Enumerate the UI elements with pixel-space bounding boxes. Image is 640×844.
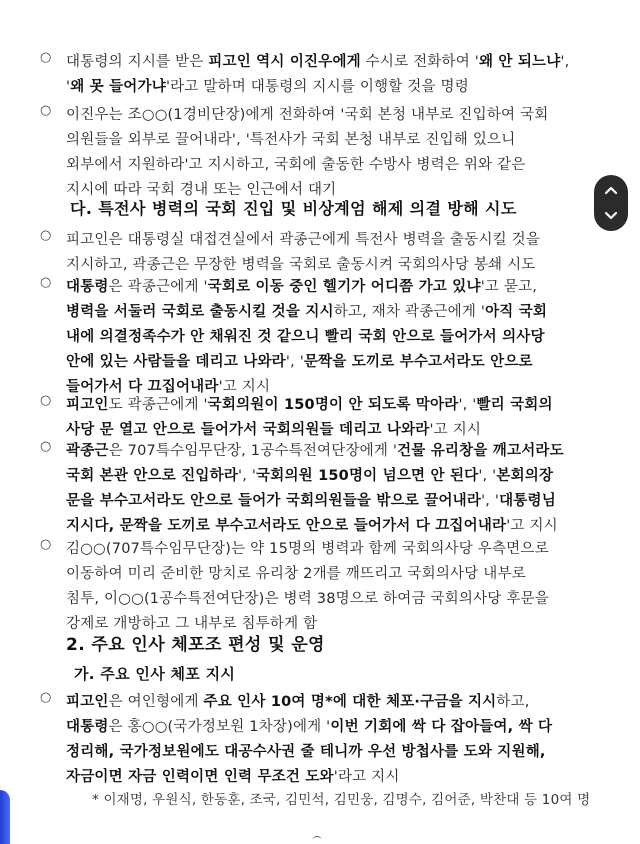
paragraph-5	[40, 393, 578, 443]
text-line	[66, 715, 578, 740]
text-segment: 하고, 재차 곽종근에게 '	[333, 304, 486, 320]
text-segment: 수시로 전화하여 '	[360, 54, 479, 70]
text-line	[66, 275, 578, 300]
text-segment: ', '	[458, 397, 477, 413]
bold-text: 빨리 국회의	[476, 397, 553, 413]
bullet-circle: ○	[40, 228, 52, 243]
text-segment: '고 묻고,	[480, 279, 538, 295]
text-line	[66, 50, 578, 75]
bold-text: 왜 못 들어가냐	[70, 79, 166, 95]
bold-text: 안에 있는 사람들을 데리고 나와라	[66, 354, 286, 370]
bullet-circle: ○	[40, 393, 52, 408]
paragraph-8	[40, 690, 578, 790]
bold-text: 문을 부수고서라도 안으로 들어가 국회의원들을 밖으로 끌어내라	[66, 493, 482, 509]
paragraph-6	[40, 439, 578, 539]
text-line	[66, 325, 578, 350]
text-line	[66, 587, 578, 612]
text-segment: ', '	[285, 354, 304, 370]
scroll-up-button[interactable]	[594, 177, 628, 203]
text-segment: 은 707특수임무단장, 1공수특전여단장에게 '	[108, 443, 398, 459]
text-line	[66, 562, 578, 587]
bullet-circle: ○	[40, 690, 52, 705]
chevron-down-icon	[604, 211, 618, 221]
text-line	[66, 464, 578, 489]
text-segment: 이동하여 미리 준비한 망치로 유리창 2개를 깨뜨리고 국회의사당 내부로	[66, 566, 526, 582]
text-line	[66, 228, 578, 253]
bold-text: 내에 의결정족수가 안 채워진 것 같으니 빨리 국회 안으로 들어가서 의사당	[66, 329, 545, 345]
blue-edge-decoration	[0, 790, 10, 844]
bold-text: 대통령	[66, 279, 109, 295]
section-heading-da: 다. 특전사 병력의 국회 진입 및 비상계엄 해제 의결 방해 시도	[70, 199, 517, 218]
text-line	[66, 75, 578, 100]
chevron-up-icon	[604, 185, 618, 195]
text-segment: '라고 지시	[333, 769, 400, 785]
text-line	[66, 765, 578, 790]
text-line	[66, 128, 578, 153]
text-line	[66, 103, 578, 128]
text-line	[66, 537, 578, 562]
text-line	[66, 350, 578, 375]
paragraph-1	[40, 50, 578, 100]
bullet-circle: ○	[40, 537, 52, 552]
text-segment: 은 홍○○(국가정보원 1차장)에게 '	[108, 719, 331, 735]
bold-text: 정리해, 국가정보원에도 대공수사권 줄 테니까 우선 방첩사를 도와 지원해,	[66, 744, 546, 760]
bold-text: 국회의원이 150명이 안 되도록 막아라	[207, 397, 459, 413]
text-segment: 지시에 따라 국회 경내 또는 인근에서 대기	[66, 182, 337, 198]
bold-text: 문짝을 도끼로 부수고서라도 안으로	[303, 354, 533, 370]
text-line	[66, 514, 578, 539]
text-line	[66, 300, 578, 325]
bold-text: 대통령	[66, 719, 109, 735]
text-segment: ', '	[478, 468, 497, 484]
bold-text: 이번 기회에 싹 다 잡아들여, 싹 다	[330, 719, 553, 735]
text-segment: ', '	[238, 468, 257, 484]
bold-text: 곽종근	[66, 443, 109, 459]
text-segment: '고 지시	[506, 518, 558, 534]
bold-text: 국회로 이동 중인 헬기가 어디쯤 가고 있냐	[207, 279, 481, 295]
bold-text: 왜 안 되느냐	[478, 54, 561, 70]
bold-text: 아직 국회	[485, 304, 548, 320]
paragraph-2	[40, 103, 578, 203]
text-segment: 강제로 개방하고 그 내부로 침투하게 함	[66, 616, 318, 632]
text-line	[66, 740, 578, 765]
bold-text: 병력을 서둘러 국회로 출동시킬 것을 지시	[66, 304, 334, 320]
text-segment: 은 여인형에게	[108, 694, 204, 710]
text-segment: 김○○(707특수임무단장)는 약 15명의 병력과 함께 국회의사당 우측면으로	[66, 541, 549, 557]
text-segment: 침투, 이○○(1공수특전여단장)은 병력 38명으로 하여금 국회의사당 후문을	[66, 591, 549, 607]
bold-text: 피고인	[66, 397, 109, 413]
text-segment: ', '	[481, 493, 500, 509]
paragraph-3	[40, 228, 578, 278]
bold-text: 본회의장	[496, 468, 554, 484]
bullet-circle: ○	[40, 103, 52, 118]
bold-text: 들어가서 다 끄집어내라	[66, 379, 219, 395]
text-segment: 의원들을 외부로 끌어내라', '특전사가 국회 본청 내부로 진입해 있으니	[66, 132, 516, 148]
bold-text: 지시다, 문짝을 도끼로 부수고서라도 안으로 들어가서 다 끄집어내라	[66, 518, 507, 534]
text-segment: '고 지시	[429, 422, 482, 438]
bullet-circle: ○	[40, 439, 52, 454]
paragraph-4	[40, 275, 578, 400]
text-segment: 하고,	[496, 694, 530, 710]
page-scroll-control	[594, 175, 628, 231]
text-segment: 외부에서 지원하라'고 지시하고, 국회에 출동한 수방사 병력은 위와 같은	[66, 157, 526, 173]
text-segment: '라고 말하며 대통령의 지시를 이행할 것을 명령	[165, 79, 469, 95]
text-line	[66, 153, 578, 178]
paragraph-7	[40, 537, 578, 637]
text-segment: 은 곽종근에게 '	[108, 279, 208, 295]
subsection-heading-ga: 가. 주요 인사 체포 지시	[74, 665, 236, 683]
bullet-circle: ○	[40, 50, 52, 65]
footnote: * 이재명, 우원식, 한동훈, 조국, 김민석, 김민웅, 김명수, 김어준, 박찬대 등 10여 명	[92, 792, 591, 808]
page-number-fragment	[312, 836, 322, 841]
text-segment: ',	[560, 54, 570, 70]
bold-text: 자금이면 자금 인력이면 인력 무조건 도와	[66, 769, 334, 785]
text-segment: 피고인은 대통령실 대접견실에서 곽종근에게 특전사 병력을 출동시킬 것을	[66, 232, 541, 248]
bold-text: 피고인 역시 이진우에게	[208, 54, 361, 70]
text-segment: 도 곽종근에게 '	[108, 397, 208, 413]
text-line	[66, 393, 578, 418]
text-segment: '	[66, 79, 71, 95]
bullet-circle: ○	[40, 275, 52, 290]
bold-text: 국회 본관 안으로 진입하라	[66, 468, 239, 484]
text-segment: 대통령의 지시를 받은	[66, 54, 209, 70]
scroll-down-button[interactable]	[594, 203, 628, 229]
text-segment: 이진우는 조○○(1경비단장)에게 전화하여 '국회 본청 내부로 진입하여 국회	[66, 107, 549, 123]
bold-text: 건물 유리창을 깨고서라도	[397, 443, 564, 459]
text-segment: 지시하고, 곽종근은 무장한 병력을 국회로 출동시켜 국회의사당 봉쇄 시도	[66, 257, 536, 273]
text-segment: '고 지시	[218, 379, 271, 395]
bold-text: 피고인	[66, 694, 109, 710]
bold-text: 대통령님	[499, 493, 556, 509]
text-line	[66, 439, 578, 464]
text-line	[66, 690, 578, 715]
bold-text: 국회의원 150명이 넘으면 안 된다	[256, 468, 479, 484]
section-heading-2: 2. 주요 인사 체포조 편성 및 운영	[66, 635, 325, 655]
bold-text: 사당 문 열고 안으로 들어가서 국회의원들 데리고 나와라	[66, 422, 430, 438]
text-line	[66, 489, 578, 514]
bold-text: 주요 인사 10여 명*에 대한 체포·구금을 지시	[203, 694, 497, 710]
